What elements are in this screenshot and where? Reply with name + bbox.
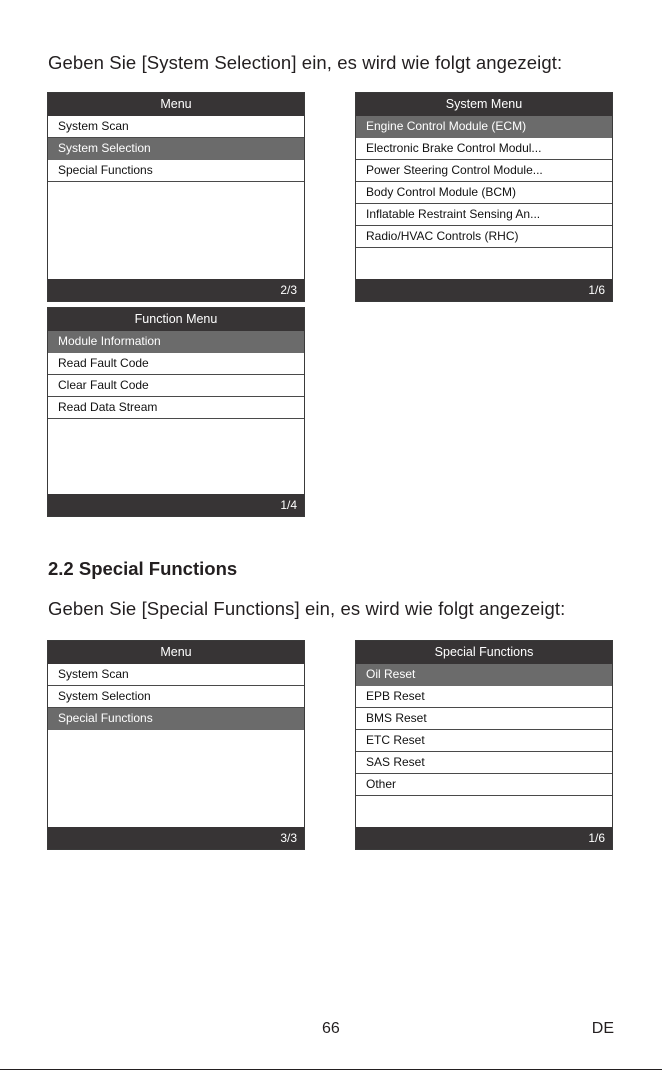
function-item-module-information[interactable]: Module Information — [48, 331, 304, 353]
special-item-other[interactable]: Other — [356, 774, 612, 796]
system-item-bcm[interactable]: Body Control Module (BCM) — [356, 182, 612, 204]
screen-title: Function Menu — [48, 308, 304, 331]
page-indicator: 2/3 — [48, 279, 304, 301]
function-item-read-fault-code[interactable]: Read Fault Code — [48, 353, 304, 375]
system-item-pscm[interactable]: Power Steering Control Module... — [356, 160, 612, 182]
menu-item-special-functions[interactable]: Special Functions — [48, 708, 304, 730]
menu-item-system-selection[interactable]: System Selection — [48, 138, 304, 160]
screen-title: System Menu — [356, 93, 612, 116]
system-menu-screen — [355, 92, 613, 302]
menu-screen-2 — [47, 640, 305, 850]
special-item-etc-reset[interactable]: ETC Reset — [356, 730, 612, 752]
special-item-epb-reset[interactable]: EPB Reset — [356, 686, 612, 708]
screen-title: Special Functions — [356, 641, 612, 664]
screen-title: Menu — [48, 641, 304, 664]
section-intro-text: Geben Sie [Special Functions] ein, es wird wie folgt angezeigt: — [48, 598, 566, 619]
page-indicator: 1/4 — [48, 494, 304, 516]
page-number: 66 — [322, 1020, 340, 1037]
page-indicator: 3/3 — [48, 827, 304, 849]
section-heading: 2.2 Special Functions — [48, 558, 238, 579]
special-item-oil-reset[interactable]: Oil Reset — [356, 664, 612, 686]
page-indicator: 1/6 — [356, 279, 612, 301]
menu-item-special-functions[interactable]: Special Functions — [48, 160, 304, 182]
screen-title: Menu — [48, 93, 304, 116]
function-menu-screen — [47, 307, 305, 517]
menu-item-system-selection[interactable]: System Selection — [48, 686, 304, 708]
language-code: DE — [591, 1020, 614, 1037]
system-item-ecm[interactable]: Engine Control Module (ECM) — [356, 116, 612, 138]
special-item-sas-reset[interactable]: SAS Reset — [356, 752, 612, 774]
system-item-irs[interactable]: Inflatable Restraint Sensing An... — [356, 204, 612, 226]
intro-text: Geben Sie [System Selection] ein, es wird wie folgt angezeigt: — [48, 52, 563, 73]
function-item-read-data-stream[interactable]: Read Data Stream — [48, 397, 304, 419]
page-indicator: 1/6 — [356, 827, 612, 849]
menu-screen-1 — [47, 92, 305, 302]
system-item-ebcm[interactable]: Electronic Brake Control Modul... — [356, 138, 612, 160]
bottom-rule — [0, 1069, 662, 1070]
system-item-rhc[interactable]: Radio/HVAC Controls (RHC) — [356, 226, 612, 248]
function-item-clear-fault-code[interactable]: Clear Fault Code — [48, 375, 304, 397]
special-item-bms-reset[interactable]: BMS Reset — [356, 708, 612, 730]
special-functions-screen — [355, 640, 613, 850]
menu-item-system-scan[interactable]: System Scan — [48, 664, 304, 686]
menu-item-system-scan[interactable]: System Scan — [48, 116, 304, 138]
